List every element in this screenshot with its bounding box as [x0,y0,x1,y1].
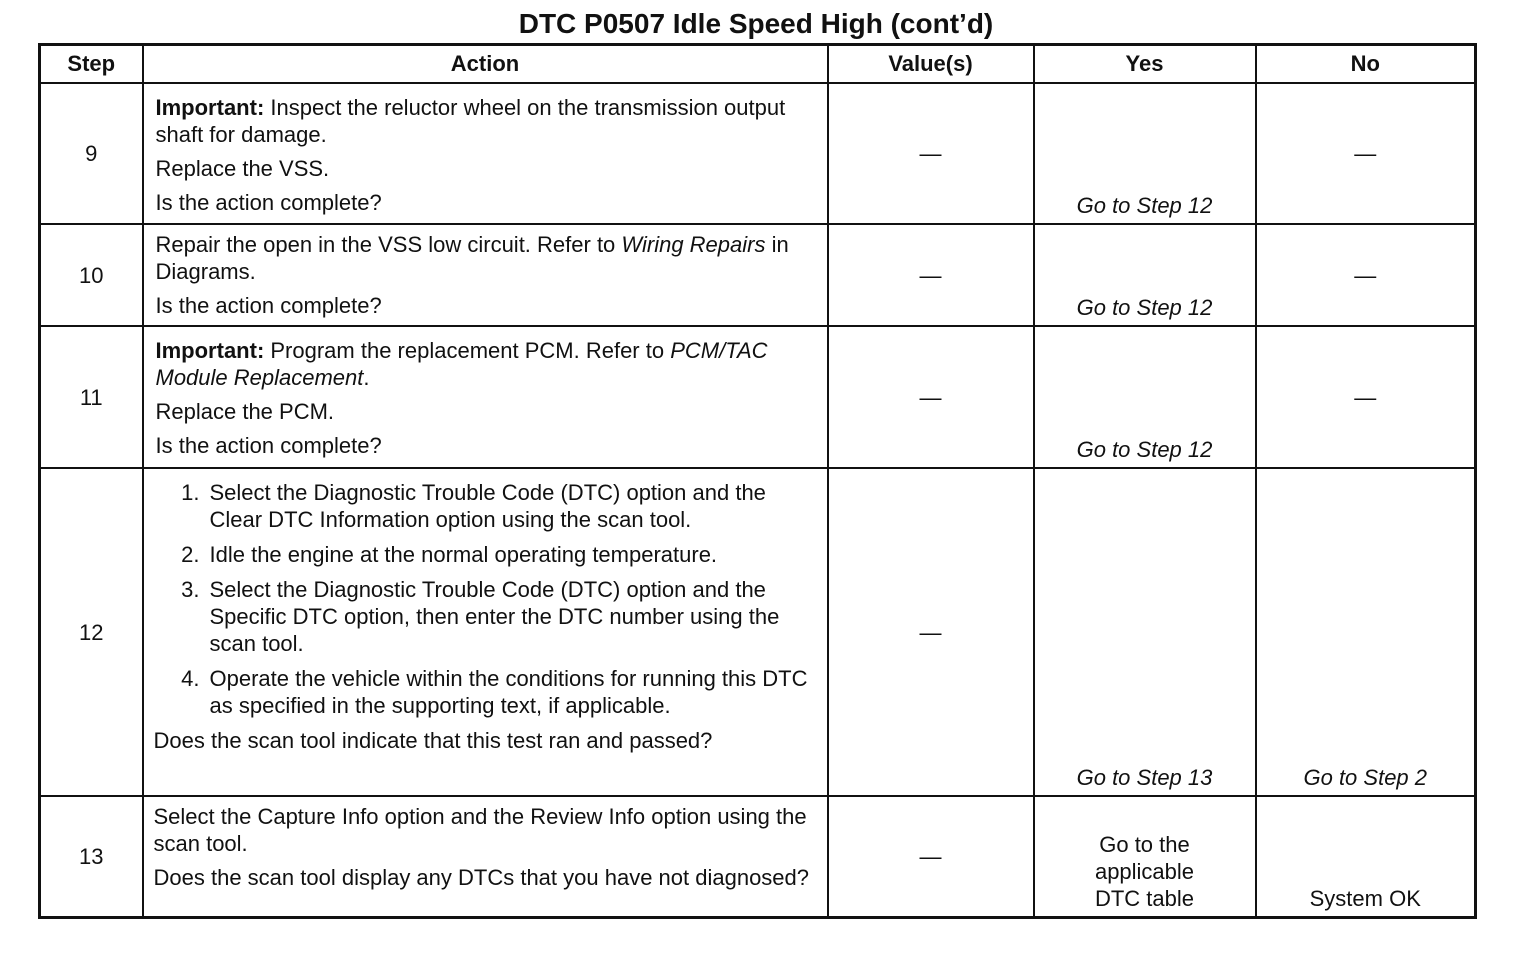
table-row-step-12 [40,468,1476,796]
no-cell: Go to Step 2 [1256,468,1476,796]
action-cell [143,83,828,224]
list-item-text: Select the Diagnostic Trouble Code (DTC) option and the Specific DTC option, then enter the DTC number using the scan tool. [209,577,780,656]
list-item-number: 2. [181,542,200,567]
action-question: Is the action complete? [155,293,382,318]
table-row-step-9 [40,83,1476,224]
yes-cell: Go to Step 12 [1034,326,1256,468]
action-text: Repair the open in the VSS low circuit. Refer to [155,232,622,257]
action-question: Does the scan tool indicate that this test ran and passed? [153,728,713,753]
no-cell: — [1256,83,1476,224]
action-cell [143,326,828,468]
action-question: Is the action complete? [155,190,382,215]
no-cell: — [1256,326,1476,468]
value-cell: — [828,326,1034,468]
action-paragraph: Replace the PCM. [155,399,335,424]
table-row-step-13 [40,796,1476,917]
procedure-list [154,479,817,719]
dtc-table [38,43,1477,919]
action-question: Does the scan tool display any DTCs that you have not diagnosed? [153,865,810,890]
yes-cell: Go to Step 13 [1034,468,1256,796]
action-cell [143,224,828,326]
yes-cell: Go to Step 12 [1034,224,1256,326]
list-item-number: 4. [181,666,200,691]
action-paragraph [156,94,817,148]
list-item-number: 1. [181,480,200,505]
action-text: Program the replacement PCM. Refer to [264,338,671,363]
table-row-step-10 [40,224,1476,326]
header-action: Action [143,45,828,84]
table-row-step-11 [40,326,1476,468]
header-values: Value(s) [828,45,1034,84]
value-cell: — [828,796,1034,917]
value-cell: — [828,224,1034,326]
action-cell [143,468,828,796]
list-item [154,576,817,657]
yes-cell: Go to Step 12 [1034,83,1256,224]
list-item [154,541,817,568]
reference-title: PCM/TAC Module Replacement [155,338,768,390]
yes-cell [1034,796,1256,917]
yes-cell-text: Go to the applicable DTC table [1094,831,1195,911]
step-number: 9 [40,83,143,224]
page-title: DTC P0507 Idle Speed High (cont’d) [518,8,994,39]
action-text: in Diagrams. [155,232,789,284]
action-text: Inspect the reluctor wheel on the transmission output shaft for damage. [155,95,786,147]
table-header-row [40,45,1476,84]
list-item-text: Select the Diagnostic Trouble Code (DTC) option and the Clear DTC Information option using the scan tool. [209,480,766,532]
action-paragraph [156,231,817,285]
important-label: Important: [155,338,265,363]
header-yes: Yes [1034,45,1256,84]
list-item-number: 3. [181,577,200,602]
action-question: Is the action complete? [155,433,382,458]
action-paragraph: Replace the VSS. [155,156,330,181]
list-item [154,665,817,719]
step-number: 11 [40,326,143,468]
action-cell [143,796,828,917]
header-step: Step [40,45,143,84]
action-text: . [363,365,370,390]
no-cell: — [1256,224,1476,326]
action-paragraph: Select the Capture Info option and the Review Info option using the scan tool. [153,804,807,856]
list-item-text: Operate the vehicle within the conditions for running this DTC as specified in the supporting text, if applicable. [209,666,808,718]
step-number: 13 [40,796,143,917]
value-cell: — [828,83,1034,224]
value-cell: — [828,468,1034,796]
step-number: 10 [40,224,143,326]
no-cell: System OK [1256,796,1476,917]
reference-title: Wiring Repairs [621,232,766,257]
step-number: 12 [40,468,143,796]
list-item [154,479,817,533]
important-label: Important: [155,95,265,120]
header-no: No [1256,45,1476,84]
action-paragraph [156,337,817,391]
list-item-text: Idle the engine at the normal operating temperature. [209,542,718,567]
